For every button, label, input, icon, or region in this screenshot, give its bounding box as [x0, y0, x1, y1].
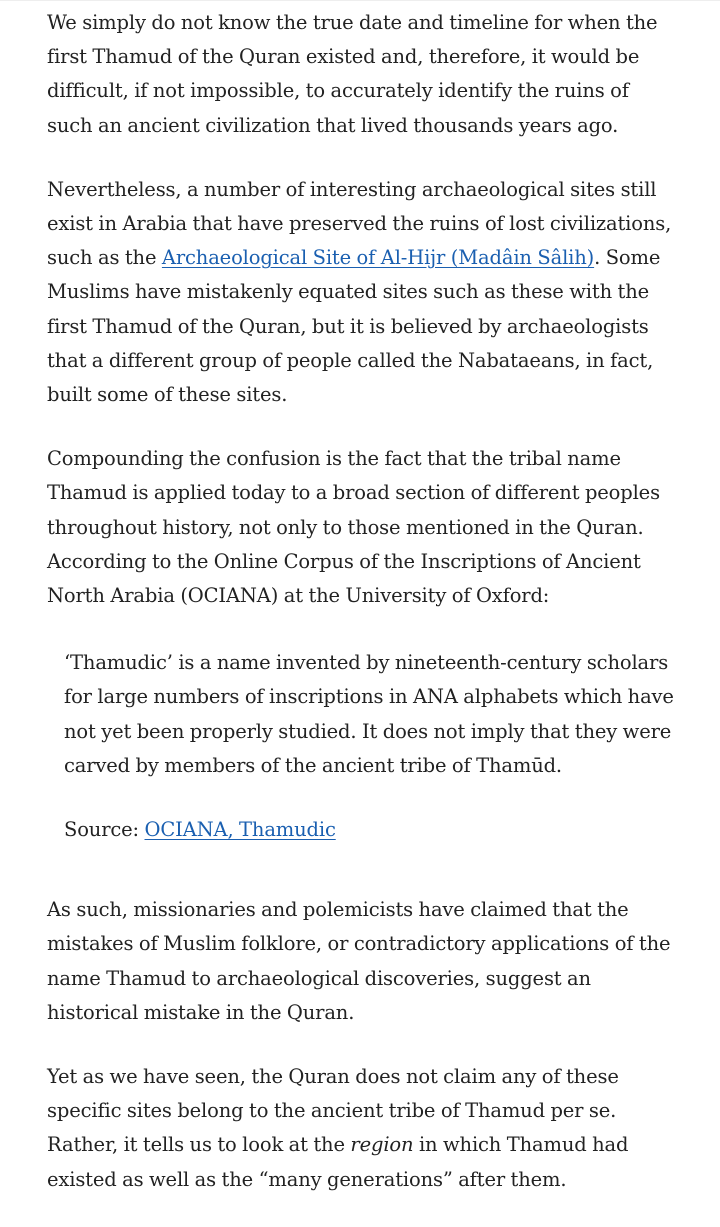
- paragraph-text: As such, missionaries and polemicists have claimed that the mistakes of Muslim folklore, or contradictory applications of the name Thamud to archaeological discoveries, suggest an historical mistake in the Quran.: [47, 898, 671, 1024]
- al-hijr-site-link[interactable]: Archaeological Site of Al-Hijr (Madâin Sâlih): [161, 246, 595, 270]
- quote-source: [64, 813, 674, 847]
- paragraph-text: in which Thamud had existed as well as the “many generations” after them.: [47, 1133, 629, 1191]
- paragraph-confusion: [47, 442, 677, 613]
- source-label: Source:: [64, 818, 145, 842]
- paragraph-text: Compounding the confusion is the fact that the tribal name Thamud is applied today to a broad section of different peoples throughout history, not only to those mentioned in the Quran. According to the Online Corpus of the Inscriptions of Ancient North Arabia (OCIANA) at the University of Oxford:: [47, 447, 660, 608]
- article-body: [47, 6, 677, 1227]
- quote-text: [64, 646, 674, 783]
- paragraph-text: We simply do not know the true date and timeline for when the first Thamud of the Quran existed and, therefore, it would be difficult, if not impossible, to accurately identify the ruins of such an ancient civilization that lived thousands years ago.: [47, 11, 658, 137]
- paragraph-text: Nevertheless, a number of interesting archaeological sites still exist in Arabia that have preserved the ruins of lost civilizations, such as the: [47, 177, 672, 270]
- paragraph-text: . Some Muslims have mistakenly equated sites such as these with the first Thamud of the Quran, but it is believed by archaeologists that a different group of people called the Nabataeans, in fact, built some of these sites.: [47, 246, 661, 407]
- blockquote-ociana: [64, 646, 674, 847]
- emphasis-region: region: [350, 1133, 414, 1157]
- top-divider: [0, 0, 720, 1]
- ociana-thamudic-link[interactable]: OCIANA, Thamudic: [144, 818, 336, 842]
- paragraph-archaeological-sites: [47, 173, 677, 412]
- paragraph-region: [47, 1060, 677, 1197]
- paragraph-polemicists: [47, 893, 677, 1030]
- paragraph-timeline: [47, 6, 677, 143]
- paragraph-text: Yet as we have seen, the Quran does not claim any of these specific sites belong to the ancient tribe of Thamud per se. Rather, it tells us to look at the: [47, 1065, 619, 1157]
- quote-body: ‘Thamudic’ is a name invented by nineteenth-century scholars for large numbers of inscriptions in ANA alphabets which have not yet been properly studied. It does not imply that they were carved by members of the ancient tribe of Thamūd.: [64, 651, 674, 777]
